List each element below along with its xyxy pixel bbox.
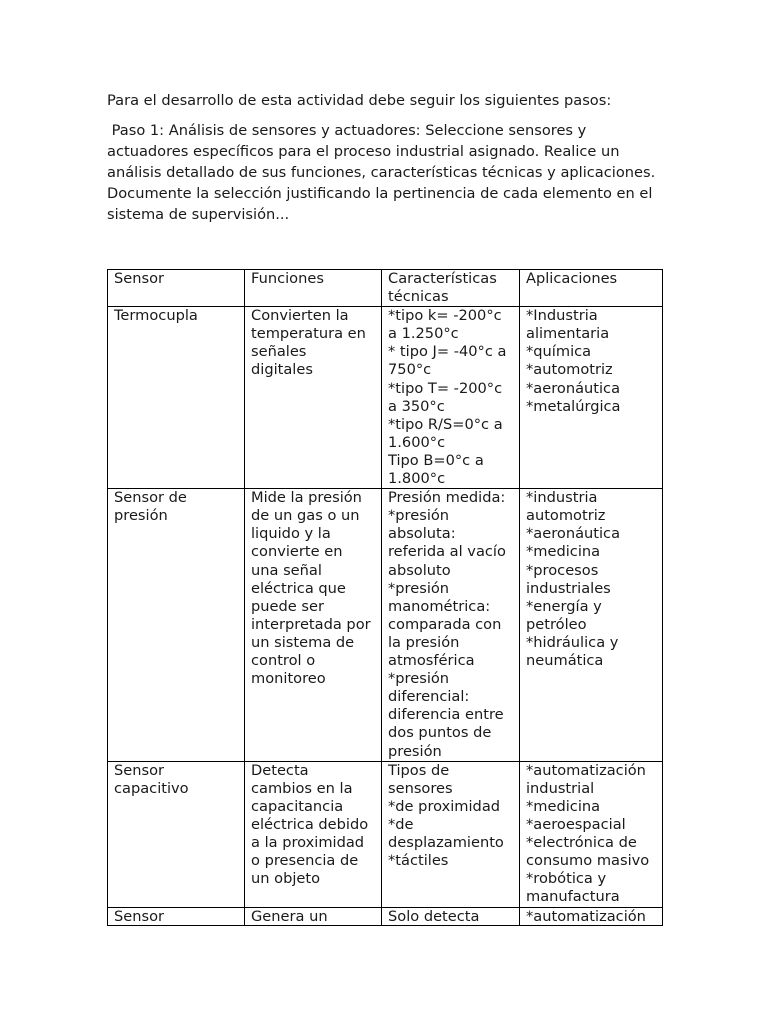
cell-funciones-text: Genera un bbox=[251, 907, 328, 925]
table-row bbox=[108, 489, 663, 761]
header-caracteristicas: Características técnicas bbox=[382, 270, 520, 307]
step-1-paragraph: Paso 1: Análisis de sensores y actuadores: Seleccione sensores y actuadores específicos para el proceso industrial asignado. Realice un análisis detallado de sus funciones, características técnicas y aplicaciones. Documente la selección justificando la pertinencia de cada elemento en el sistema de supervisión... bbox=[107, 122, 660, 223]
table-row bbox=[108, 761, 663, 907]
cell-aplicaciones: *automatización industrial *medicina *aeroespacial *electrónica de consumo masivo *robótica y manufactura bbox=[520, 761, 663, 907]
cell-caracteristicas: *tipo k= -200°c a 1.250°c * tipo J= -40°c a 750°c *tipo T= -200°c a 350°c *tipo R/S=0°c a 1.600°c Tipo B=0°c a 1.800°c bbox=[382, 307, 520, 489]
cell-aplicaciones bbox=[520, 907, 663, 925]
header-funciones: Funciones bbox=[245, 270, 382, 307]
cell-funciones: Detecta cambios en la capacitancia eléctrica debido a la proximidad o presencia de un objeto bbox=[245, 761, 382, 907]
cell-aplicaciones-text: *automatización bbox=[526, 907, 646, 925]
cell-sensor-text: Sensor bbox=[114, 907, 165, 925]
header-aplicaciones: Aplicaciones bbox=[520, 270, 663, 307]
header-sensor: Sensor bbox=[108, 270, 245, 307]
table-row bbox=[108, 307, 663, 489]
cell-caracteristicas bbox=[382, 907, 520, 925]
cell-caracteristicas-text: Solo detecta bbox=[388, 907, 480, 925]
document-body bbox=[107, 90, 667, 225]
intro-paragraph: Para el desarrollo de esta actividad debe seguir los siguientes pasos: bbox=[107, 92, 612, 109]
cell-funciones: Mide la presión de un gas o un liquido y la convierte en una señal eléctrica que puede ser interpretada por un sistema de control o monitoreo bbox=[245, 489, 382, 761]
table-row bbox=[108, 907, 663, 925]
cell-aplicaciones: *Industria alimentaria *química *automotriz *aeronáutica *metalúrgica bbox=[520, 307, 663, 489]
table-header-row bbox=[108, 270, 663, 307]
cell-sensor: Sensor de presión bbox=[108, 489, 245, 761]
cell-funciones bbox=[245, 907, 382, 925]
sensor-table bbox=[107, 269, 663, 926]
cell-caracteristicas: Tipos de sensores *de proximidad *de desplazamiento *táctiles bbox=[382, 761, 520, 907]
cell-sensor: Sensor capacitivo bbox=[108, 761, 245, 907]
cell-sensor: Termocupla bbox=[108, 307, 245, 489]
cell-caracteristicas: Presión medida: *presión absoluta: referida al vacío absoluto *presión manométrica: comparada con la presión atmosférica *presión diferencial: diferencia entre dos puntos de presión bbox=[382, 489, 520, 761]
cell-sensor bbox=[108, 907, 245, 925]
cell-funciones: Convierten la temperatura en señales digitales bbox=[245, 307, 382, 489]
cell-aplicaciones: *industria automotriz *aeronáutica *medicina *procesos industriales *energía y petróleo *hidráulica y neumática bbox=[520, 489, 663, 761]
